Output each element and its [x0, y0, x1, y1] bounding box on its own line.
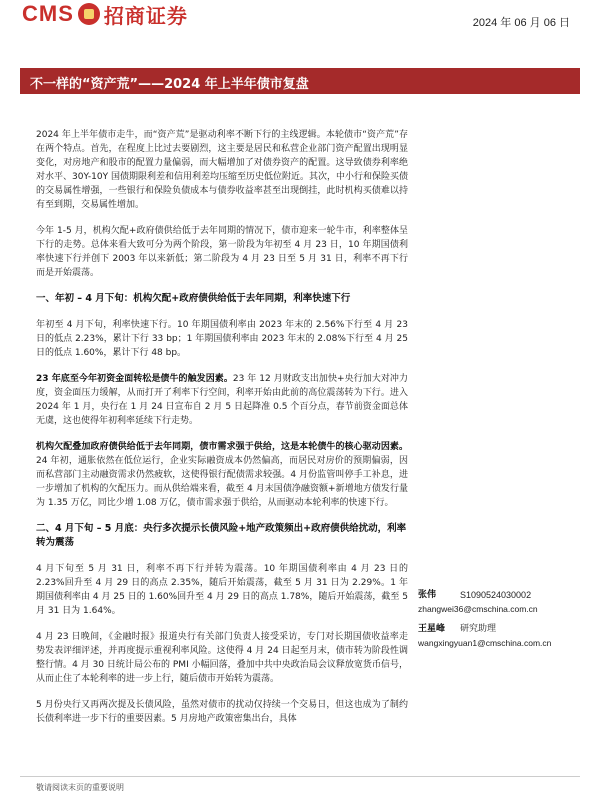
report-date: 2024 年 06 月 06 日 — [472, 17, 570, 29]
section2-paragraph-1: 4 月下旬至 5 月 31 日，利率不再下行并转为震荡。10 年期国债利率由 4 月 23 日的 2.23%回升至 4 月 29 日的高点 2.35%，随后开始震荡，截至 5 月 31 日为 2.29%。1 年期国债利率由 4 月 25 日的 1.60%回升至 4 月 29 日的高点 1.78%，随后开始震荡，截至 5 月 31 日为 1.64%。 — [36, 564, 408, 616]
section2-paragraph-2: 4 月 23 日晚间，《金融时报》报道央行有关部门负责人接受采访，专门对长期国债收益率走势发表评细评述，并再度提示重视利率风险。这使得 4 月 24 日起至月末，债市转为阶段性调整行情。4 月 30 日统计局公布的 PMI 小幅回落，叠加中共中央政治局会议释放宽货币信号，从而止住了本轮利率的进一步上行，随后债市开始转为震荡。 — [36, 632, 408, 684]
analyst-2-email[interactable]: wangxingyuan1@cmschina.com.cn — [418, 638, 552, 648]
footer-divider — [20, 776, 580, 777]
logo-text-cn: 招商证券 — [103, 3, 188, 28]
title-banner — [20, 68, 580, 94]
footer-note: 敬请阅读末页的重要说明 — [36, 783, 124, 792]
analyst-1-email[interactable]: zhangwei36@cmschina.com.cn — [418, 604, 538, 614]
analyst-info — [418, 588, 588, 656]
logo-text-en: CMS — [22, 1, 74, 26]
section1-paragraph-1: 年初至 4 月下旬，利率快速下行。10 年期国债利率由 2023 年末的 2.56%下行至 4 月 23 日的低点 2.23%，累计下行 33 bp；1 年期国债利率由 2023 年末的 2.08%下行至 4 月 25 日的低点 1.60%，累计下行 48 bp。 — [36, 320, 408, 358]
section1-paragraph-3-body: 24 年初，通胀依然在低位运行，企业实际融资成本仍然偏高，而居民对房价的预期偏弱，因而私营部门主动融资需求仍然疲软，这使得银行配债需求较强。4 月份监管叫停手工补息，进一步增加了机构的欠配压力。而从供给端来看，截至 4 月末国债净融资额+新增地方债发行量为 1.35 万亿，同比少增 1.08 万亿，债市需求强于供给，从而驱动本轮利率的快速下行。 — [36, 456, 408, 508]
analyst-1-code: S1090524030002 — [460, 590, 532, 600]
analyst-2-row — [418, 622, 588, 636]
page-header — [0, 0, 600, 36]
section-heading-2: 二、4 月下旬 – 5 月底：央行多次提示长债风险+地产政策频出+政府债供给扰动，利率转为震荡 — [36, 523, 407, 548]
analyst-2-title: 研究助理 — [460, 624, 497, 634]
section1-paragraph-2 — [36, 372, 408, 428]
analyst-1-name: 张伟 — [418, 590, 437, 600]
report-body — [36, 128, 408, 738]
report-title: 不一样的“资产荒”——2024 年上半年债市复盘 — [30, 77, 309, 92]
section1-paragraph-3-lead: 机构欠配叠加政府债供给低于去年同期，债市需求强于供给，这是本轮债牛的核心驱动因素。 — [36, 442, 408, 452]
analyst-2-name: 王星峰 — [418, 624, 446, 634]
overview-paragraph: 今年 1-5 月，机构欠配+政府债供给低于去年同期的情况下，债市迎来一轮牛市，利率整体呈下行的走势。总体来看大致可分为两个阶段，第一阶段为年初至 4 月 23 日，10 年期国债利率快速下行并创下 2003 年以来新低；第二阶段为 4 月 23 日至 5 月 31 日，利率不再下行而是开始震荡。 — [36, 226, 408, 278]
company-logo — [22, 0, 188, 28]
section-heading-1: 一、年初 – 4 月下旬：机构欠配+政府债供给低于去年同期，利率快速下行 — [36, 293, 351, 304]
section2-paragraph-3: 5 月份央行又再两次提及长债风险，虽然对债市的扰动仅持续一个交易日，但这也成为了制约长债利率进一步下行的重要因素。5 月房地产政策密集出台，具体 — [36, 700, 408, 724]
logo-badge-icon — [78, 3, 100, 25]
section1-paragraph-3 — [36, 440, 408, 510]
section1-paragraph-2-lead: 23 年底至今年初资金面转松是债牛的触发因素。 — [36, 374, 233, 384]
analyst-1-row — [418, 588, 588, 602]
summary-paragraph: 2024 年上半年债市走牛，而“资产荒”是驱动利率不断下行的主线逻辑。本轮债市“资产荒”存在两个特点。首先，在程度上比过去要剧烈，这主要是居民和私营企业部门资产配置出现明显变化，对房地产和股市的配置力量偏弱，而大幅增加了对债券资产的配置。这导致债券利率绝对水平、30Y-10Y 国债期限利差和信用利差均压缩至历史低位附近。其次，中小行和保险买债的交易属性增强，一些银行和保险负债成本与债券收益率甚至出现倒挂，此时机构买债难以持有至到期，交易属性增加。 — [36, 130, 408, 210]
section1-paragraph-2-body: 23 年 12 月财政支出加快+央行加大对冲力度，资金面压力缓解，从而打开了利率下行空间，利率开始由此前的高位震荡转为下行。进入 2024 年 1 月，央行在 1 月 24 日宣布自 2 月 5 日起降准 0.5 个百分点，春节前资金面总体无虞，这也使得年初利率延续下行走势。 — [36, 374, 408, 426]
